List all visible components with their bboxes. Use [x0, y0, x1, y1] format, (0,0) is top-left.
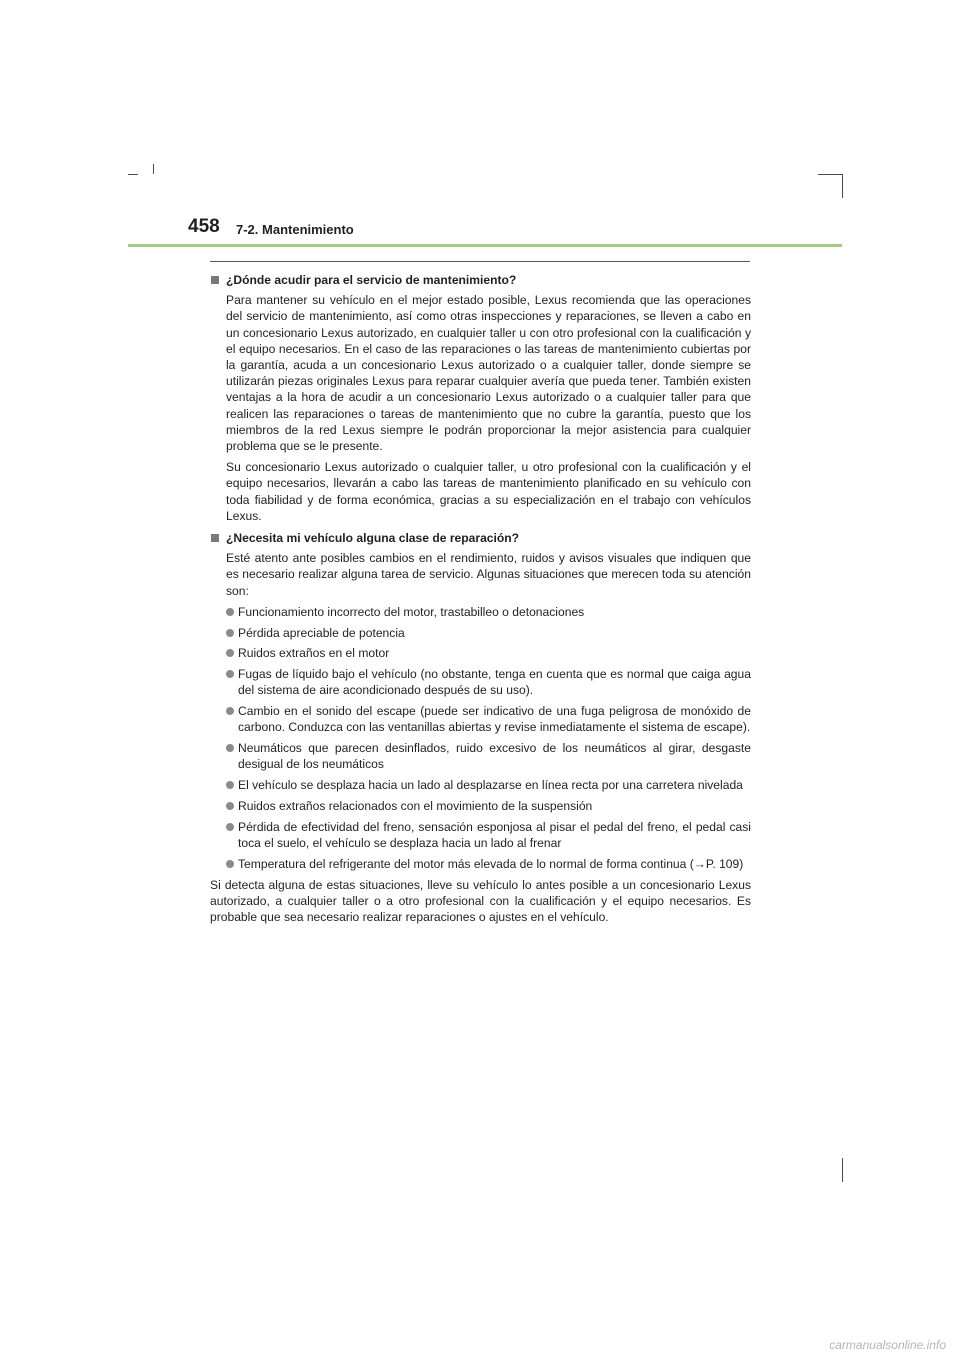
- section-heading: ¿Dónde acudir para el servicio de mantenimiento?: [210, 272, 751, 288]
- circle-bullet-icon: [226, 670, 234, 678]
- page-number: 458: [188, 216, 220, 237]
- list-item: Neumáticos que parecen desinflados, ruido excesivo de los neumáticos al girar, desgaste desigual de los neumáticos: [210, 740, 751, 772]
- circle-bullet-icon: [226, 608, 234, 616]
- circle-bullet-icon: [226, 629, 234, 637]
- circle-bullet-icon: [226, 649, 234, 657]
- section-heading: ¿Necesita mi vehículo alguna clase de reparación?: [210, 530, 751, 546]
- circle-bullet-icon: [226, 823, 234, 831]
- crop-mark: [842, 1158, 843, 1182]
- crop-mark: [842, 174, 843, 198]
- circle-bullet-icon: [226, 860, 234, 868]
- paragraph: Para mantener su vehículo en el mejor estado posible, Lexus recomienda que las operaciones del servicio de mantenimiento, así como otras inspecciones y reparaciones, se lleven a cabo en un concesionario Lexus autorizado, en cualquier taller u con otro profesional con la cualificación y el equipo necesarios. En el caso de las reparaciones o las tareas de mantenimiento cubiertas por la garantía, acuda a un concesionario Lexus autorizado o a cualquier taller, donde siempre se utilizarán piezas originales Lexus para reparar cualquier avería que pueda tener. También existen ventajas a la hora de acudir a un concesionario Lexus autorizado o a cualquier taller para que realicen las reparaciones o tareas de mantenimiento que no cubre la garantía, puesto que los miembros de la red Lexus siempre le podrán proporcionar la mejor asistencia para cualquier problema que se le presente.: [226, 293, 751, 454]
- list-item: Ruidos extraños en el motor: [210, 645, 751, 661]
- list-item: Cambio en el sonido del escape (puede ser indicativo de una fuga peligrosa de monóxido de carbono. Conduzca con las ventanillas abiertas y revise inmediatamente el sistema de escape).: [210, 703, 751, 735]
- circle-bullet-icon: [226, 707, 234, 715]
- circle-bullet-icon: [226, 802, 234, 810]
- page-header: [188, 216, 788, 244]
- square-bullet-icon: [211, 276, 219, 284]
- list-item: El vehículo se desplaza hacia un lado al desplazarse en línea recta por una carretera nivelada: [210, 777, 751, 793]
- list-item: Ruidos extraños relacionados con el movimiento de la suspensión: [210, 798, 751, 814]
- page-content: [210, 266, 751, 930]
- crop-mark: [818, 174, 842, 175]
- paragraph: Su concesionario Lexus autorizado o cualquier taller, u otro profesional con la cualificación y el equipo necesarios, llevarán a cabo las tareas de mantenimiento planificado en su vehículo con toda fiabilidad y de forma económica, gracias a su especialización en el trabajo con vehículos Lexus.: [226, 460, 751, 523]
- list-item: Fugas de líquido bajo el vehículo (no obstante, tenga en cuenta que es normal que caiga agua del sistema de aire acondicionado después de su uso).: [210, 666, 751, 698]
- square-bullet-icon: [211, 534, 219, 542]
- list-item: Temperatura del refrigerante del motor más elevada de lo normal de forma continua (→P. 109): [210, 856, 751, 872]
- circle-bullet-icon: [226, 744, 234, 752]
- paragraph: Si detecta alguna de estas situaciones, lleve su vehículo lo antes posible a un concesionario Lexus autorizado, a cualquier taller o a otro profesional con la cualificación y el equipo necesarios. Es probable que sea necesario realizar reparaciones o ajustes en el vehículo.: [210, 877, 751, 925]
- crop-mark: [128, 174, 138, 175]
- header-rule: [128, 244, 842, 247]
- list-item: Pérdida apreciable de potencia: [210, 625, 751, 641]
- crop-mark: [153, 164, 154, 174]
- section-title: 7-2. Mantenimiento: [236, 222, 354, 237]
- list-item: Pérdida de efectividad del freno, sensación esponjosa al pisar el pedal del freno, el pedal casi toca el suelo, el vehículo se desplaza hacia un lado al frenar: [210, 819, 751, 851]
- circle-bullet-icon: [226, 781, 234, 789]
- paragraph: Esté atento ante posibles cambios en el rendimiento, ruidos y avisos visuales que indiquen que es necesario realizar alguna tarea de servicio. Algunas situaciones que merecen toda su atención son:: [226, 551, 751, 598]
- content-top-rule: [210, 261, 750, 262]
- watermark-logo: carmanualsonline.info: [829, 1338, 946, 1352]
- list-item: Funcionamiento incorrecto del motor, trastabilleo o detonaciones: [210, 604, 751, 620]
